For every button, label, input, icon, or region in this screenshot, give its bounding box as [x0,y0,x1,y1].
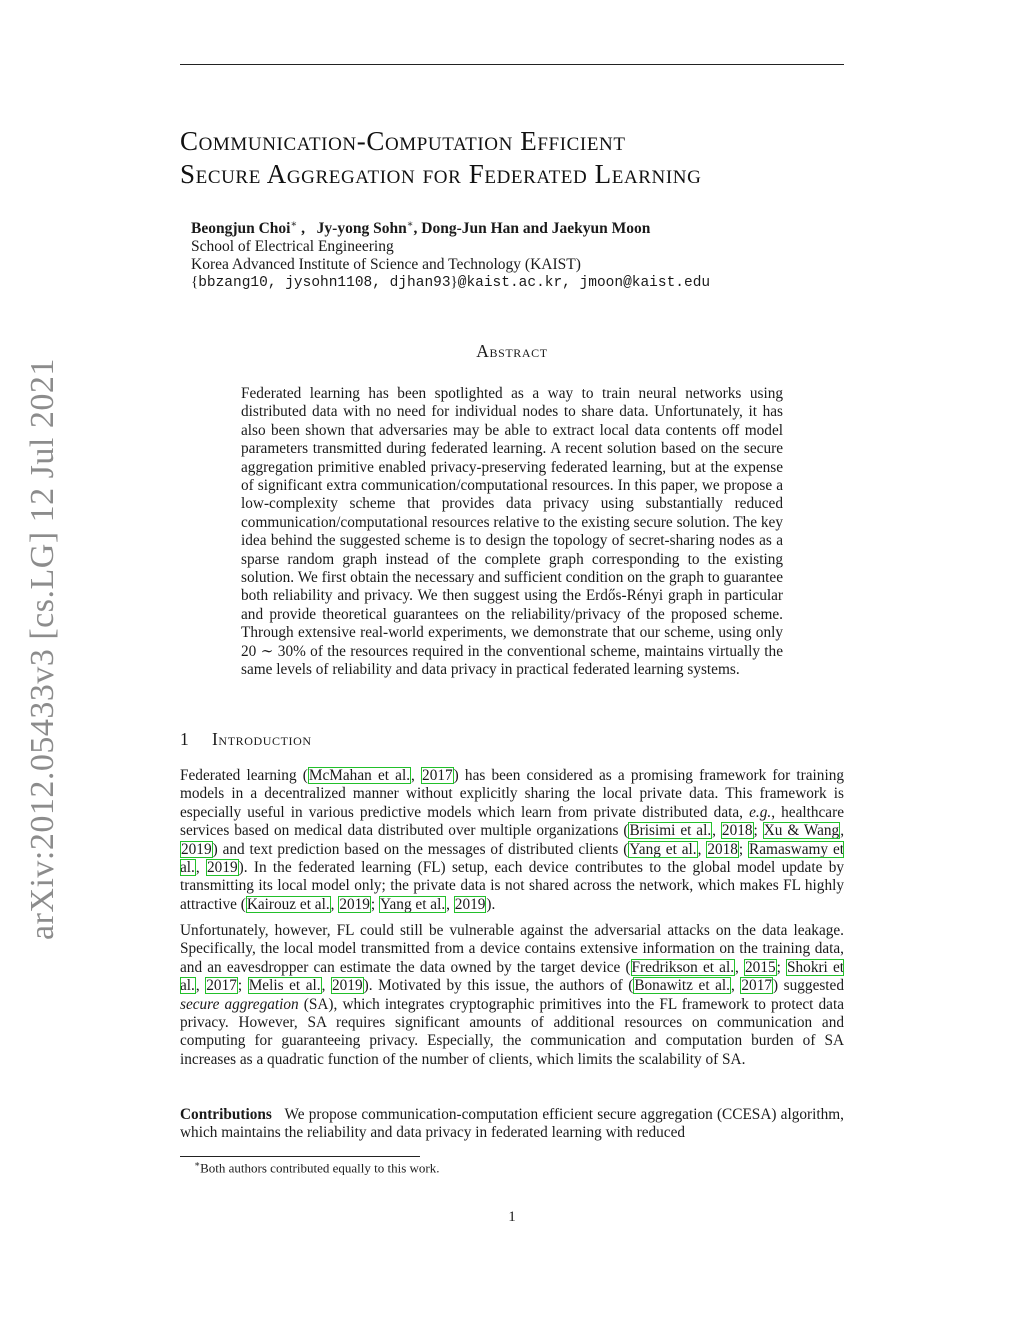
author-separator: , [297,220,317,238]
abstract-heading: Abstract [476,341,548,361]
author-list [191,219,650,238]
citation-link[interactable]: Kairouz et al. [246,895,330,913]
arxiv-identifier: arXiv:2012.05433v3 [cs.LG] 12 Jul 2021 [24,358,61,940]
abstract-body: Federated learning has been spotlighted as a way to train neural networks using distributed data with no need for individual nodes to share data. Unfortunately, it has also been shown that adversaries may be able to extract local data contents off model parameters transmitted during federated learning. A recent solution based on the secure aggregation primitive enabled privacy-preserving federated learning, but at the expense of significant extra communication/computational resources. In this paper, we propose a low-complexity scheme that provides data privacy using substantially reduced communication/computational resources relative to the existing secure solution. The key idea behind the suggested scheme is to design the topology of secret-sharing nodes as a sparse random graph instead of the complete graph corresponding to the existing solution. We first obtain the necessary and sufficient condition on the graph to guarantee both reliability and privacy. We then suggest using the Erdős-Rényi graph in particular and provide theoretical guarantees on the reliability/privacy of the proposed scheme. Through extensive real-world experiments, we demonstrate that our scheme, using only 20 ∼ 30% of the resources required in the conventional scheme, maintains virtually the same levels of reliability and data privacy in practical federated learning systems. [241,385,783,679]
text-run: ). [486,895,496,913]
page-number: 1 [508,1209,516,1225]
footnote-rule [180,1156,420,1157]
email-brace-open: { [191,274,199,290]
text-run: Federated learning ( [180,767,308,784]
intro-paragraph-1: Federated learning (McMahan et al., 2017) has been considered as a promising framework for training models in a decentralized manner without explicitly sharing the local private data. This framework is especially useful in various predictive models which learn from private distributed data, e.g., healthcare services based on medical data distributed over multiple organizations (Brisimi et al., 2018; Xu & Wang, 2019) and text prediction based on the messages of distributed clients (Yang et al., 2018; Ramaswamy et al., 2019). In the federated learning (FL) setup, each device contributes to the global model update by transmitting its local model only; the private data is not shared across the network, which makes FL highly attractive (Kairouz et al., 2019; Yang et al., 2019). [180,767,845,913]
citation-year-link[interactable]: 2018 [707,840,738,858]
citation-link[interactable]: Shokri et al. [180,958,845,995]
author-1-footnote-mark: ∗ [290,219,298,230]
citation-year-link[interactable]: 2018 [721,822,753,840]
top-rule [180,64,844,65]
text-run: ; [753,822,763,840]
text-run: ; [776,958,787,976]
text-run: (SA), which integrates cryptographic primitives into the FL framework to protect data privacy. However, SA requires significant amounts of additional resources on communication and computing for guaranteeing privacy. Especially, the communication and computation burden of SA increases as a quadratic function of the number of clients, which limits the scalability of SA. [180,995,844,1068]
text-run: Unfortunately, however, FL could still be vulnerable against the adversarial attacks on the data leakage. Specifically, the local model transmitted from a device contains extensive information on the training data, and an eavesdropper can estimate the data owned by the target device ( [180,922,844,976]
citation-link[interactable]: Bonawitz et al. [634,977,730,995]
title-line-2: Secure Aggregation for Federated Learning [180,159,702,189]
emphasis: e.g. [749,803,772,821]
text-run: , healthcare services based on medical data distributed over multiple organizations ( [180,803,844,840]
citation-link[interactable]: McMahan et al. [308,767,411,784]
paper-title [180,125,880,191]
citation-year-link[interactable]: 2017 [422,767,453,784]
authors-rest: , Dong-Jun Han and Jaekyun Moon [413,220,651,238]
footnote-mark: ∗ [194,1159,201,1169]
citation-year-link[interactable]: 2017 [206,977,237,995]
emphasis: secure aggregation [180,995,299,1013]
citation-link[interactable]: Yang et al. [629,840,697,858]
citation-year-link[interactable]: 2019 [454,895,486,913]
section-heading [180,729,312,750]
intro-paragraph-2: Unfortunately, however, FL could still be vulnerable against the adversarial attacks on the data leakage. Specifically, the local model transmitted from a device contains extensive information on the training data, and an eavesdropper can estimate the data owned by the target device (Fredrikson et al., 2015; Shokri et al., 2017; Melis et al., 2019). Motivated by this issue, the authors of (Bonawitz et al., 2017) suggested secure aggregation (SA), which integrates cryptographic primitives into the FL framework to protect data privacy. However, SA requires significant amounts of additional resources on communication and computing for guaranteeing privacy. Especially, the communication and computation burden of SA increases as a quadratic function of the number of clients, which limits the scalability of SA. [180,922,845,1068]
email-domain: @kaist.ac.kr, jmoon@kaist.edu [457,275,711,291]
section-number: 1 [180,729,189,749]
citation-link[interactable]: Ramaswamy et al. [180,840,844,877]
citation-link[interactable]: Melis et al. [248,977,321,995]
citation-year-link[interactable]: 2017 [741,977,772,995]
text-run: ; [237,977,248,995]
author-emails [191,274,710,291]
footnote-text: Both authors contributed equally to this work. [200,1160,440,1176]
citation-year-link[interactable]: 2019 [207,859,238,877]
citation-link[interactable]: Brisimi et al. [629,822,712,840]
citation-link[interactable]: Xu & Wang [763,822,840,840]
text-run: ). Motivated by this issue, the authors of ( [363,977,634,995]
citation-link[interactable]: Fredrikson et al. [631,958,735,976]
title-line-1: Communication-Computation Efficient [180,126,626,156]
text-run: ) and text prediction based on the messages of distributed clients ( [212,840,629,858]
citation-year-link[interactable]: 2019 [332,977,363,995]
text-run: ) has been considered as a promising framework for training models in a decentralized manner without explicitly sharing the local private data. This framework is especially useful in various predictive models which learn from private distributed data, [180,767,844,821]
citation-link[interactable]: Yang et al. [379,895,446,913]
citation-year-link[interactable]: 2015 [745,958,776,976]
text-run: ; [738,840,749,858]
text-run: ). In the federated learning (FL) setup, each device contributes to the global model update by transmitting its local model only; the private data is not shared across the network, which makes FL highly attractive ( [180,859,844,913]
contributions-paragraph [180,1106,844,1143]
citation-year-link[interactable]: 2019 [181,840,212,858]
author-1: Beongjun Choi [191,220,291,238]
text-run: ; [370,895,379,913]
citation-year-link[interactable]: 2019 [339,895,370,913]
text-run: ) suggested [773,977,844,995]
affiliation-institute: Korea Advanced Institute of Science and Technology (KAIST) [191,256,581,273]
text-run: We propose communication-computation efficient secure aggregation (CCESA) algorithm, which maintains the reliability and data privacy in federated learning with reduced [180,1106,844,1142]
footnote [194,1159,440,1176]
author-2-footnote-mark: ∗ [406,219,414,230]
email-brace-close: } [450,274,458,290]
section-title: Introduction [212,729,312,749]
contributions-heading: Contributions [180,1106,272,1123]
affiliation-school: School of Electrical Engineering [191,238,394,255]
email-users: bbzang10, jysohn1108, djhan93 [198,275,451,291]
author-2: Jy-yong Sohn [316,220,407,238]
